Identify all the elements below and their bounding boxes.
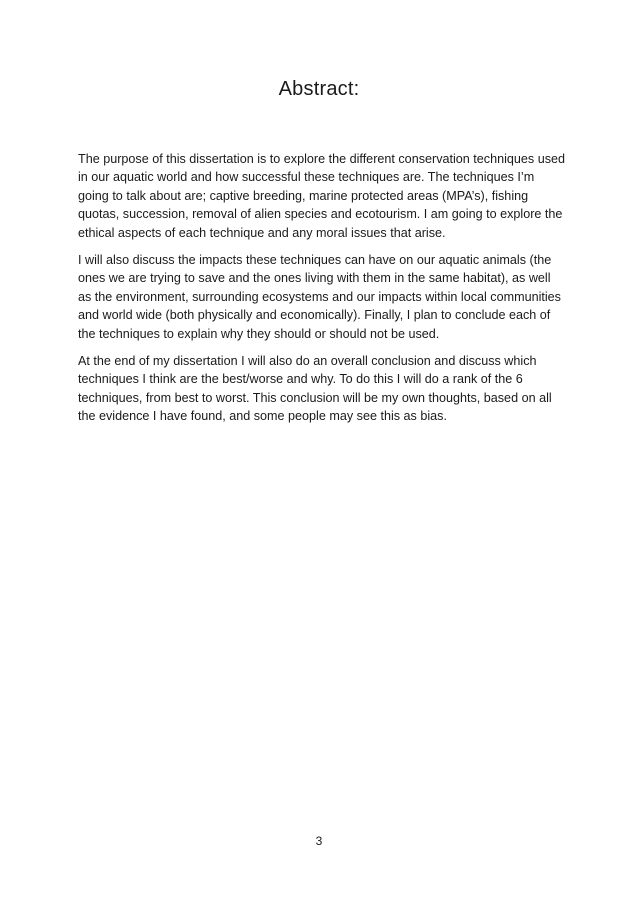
abstract-paragraph-1: The purpose of this dissertation is to explore the different conservation techniques used in our aquatic world and how successful these techniques are. The techniques I’m going to talk about are; captive breeding, marine protected areas (MPA’s), fishing quotas, succession, removal of alien species and ecotourism. I am going to explore the ethical aspects of each technique and any moral issues that arise. xyxy=(78,152,566,240)
page-number: 3 xyxy=(315,834,323,848)
abstract-paragraph-3: At the end of my dissertation I will also do an overall conclusion and discuss which techniques I think are the best/worse and why. To do this I will do a rank of the 6 techniques, from best to worst. This conclusion will be my own thoughts, based on all the evidence I have found, and some people may see this as bias. xyxy=(78,354,552,424)
page-title: Abstract: xyxy=(278,78,360,100)
abstract-body xyxy=(78,150,566,435)
abstract-paragraph-2: I will also discuss the impacts these techniques can have on our aquatic animals (the ones we are trying to save and the ones living with them in the same habitat), as well as the environment, surrounding ecosystems and our impacts within local communities and world wide (both physically and economically). Finally, I plan to conclude each of the techniques to explain why they should or should not be used. xyxy=(78,253,561,341)
